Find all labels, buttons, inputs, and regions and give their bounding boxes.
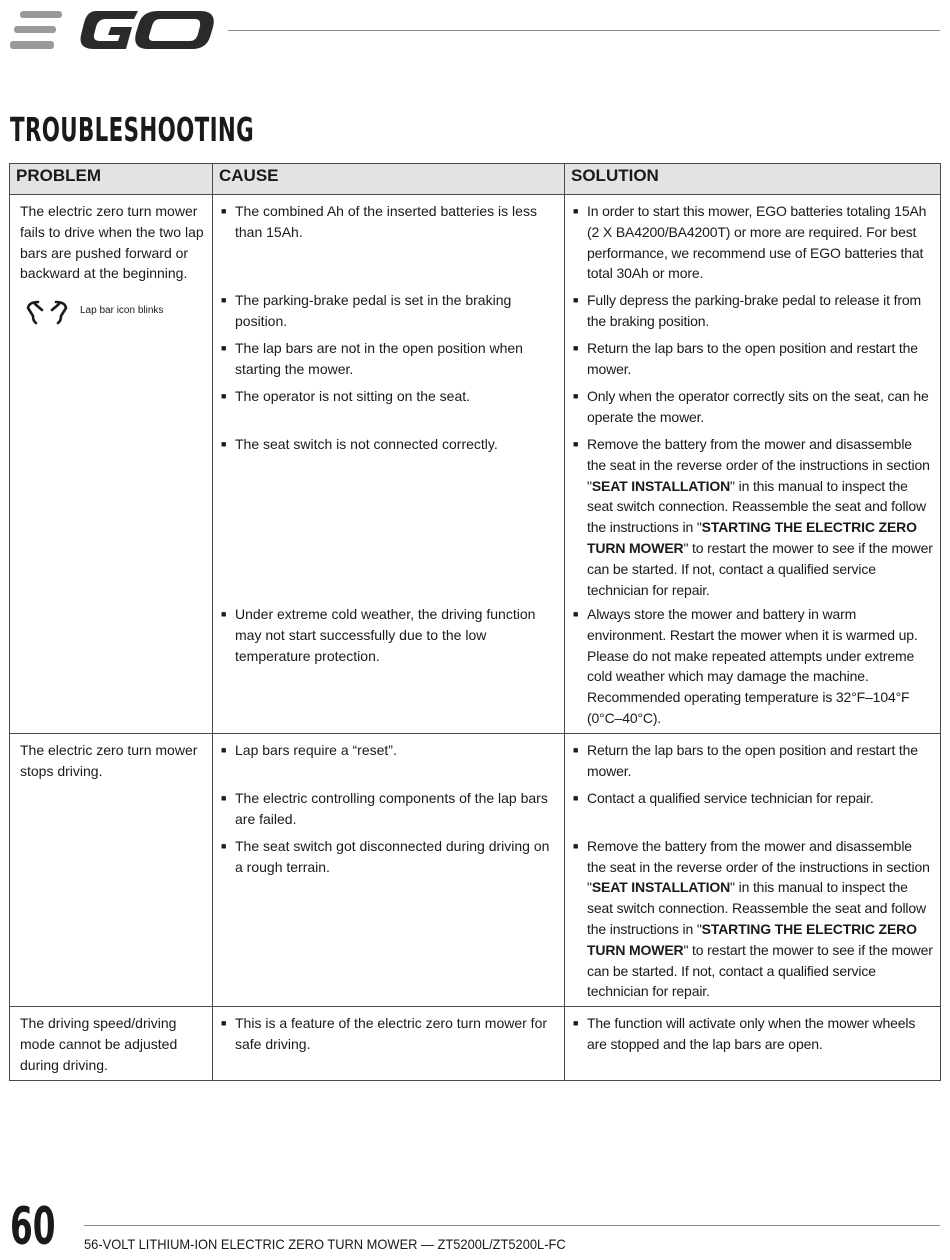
solution-item: ■ Contact a qualified service technician for repair. [573, 788, 934, 836]
solution-cell [565, 1007, 941, 1080]
header-solution: SOLUTION [565, 164, 941, 195]
solution-item: ■ Always store the mower and battery in warm environment. Restart the mower when it is warmed up. Please do not make repeated attempts under extreme cold weather which may damage the machine. Recommended operating temperature is 32°F–104°F (0°C–40°C). [573, 604, 934, 729]
solution-item: ■ Return the lap bars to the open position and restart the mower. [573, 740, 934, 788]
cause-item: ■ The operator is not sitting on the seat. [221, 386, 558, 434]
table-row [10, 733, 941, 1006]
solution-item [573, 836, 934, 1002]
cause-item: ■ This is a feature of the electric zero turn mower for safe driving. [221, 1013, 558, 1055]
cause-item: ■ The combined Ah of the inserted batteries is less than 15Ah. [221, 201, 558, 290]
cause-item: ■ The parking-brake pedal is set in the braking position. [221, 290, 558, 338]
solution-item: ■ In order to start this mower, EGO batteries totaling 15Ah (2 X BA4200/BA4200T) or more are required. For best performance, we recommend use of EGO batteries that total 30Ah or more. [573, 201, 934, 290]
cause-cell [213, 195, 565, 734]
footer-rule [84, 1225, 940, 1226]
header-cause: CAUSE [213, 164, 565, 195]
solution-item: ■ Fully depress the parking-brake pedal to release it from the braking position. [573, 290, 934, 338]
solution-item [573, 434, 934, 604]
header-problem: PROBLEM [10, 164, 213, 195]
header-rule [228, 30, 940, 31]
starting-mower-ref: STARTING THE ELECTRIC ZERO TURN MOWER [587, 519, 917, 556]
solution-item: ■ Return the lap bars to the open position and restart the mower. [573, 338, 934, 386]
solution-text: " to restart the mower to see if the mower can be started. If not, contact a qualified service technician for repair. [587, 539, 933, 598]
seat-installation-ref: SEAT INSTALLATION [591, 879, 731, 896]
solution-item: ■ Only when the operator correctly sits on the seat, can he operate the mower. [573, 386, 934, 434]
solution-text: " in this manual to inspect the seat switch connection. Reassemble the seat and follow the instructions in " [587, 477, 926, 536]
table-header-row [10, 164, 941, 195]
ego-logo [10, 8, 215, 52]
cause-cell [213, 1007, 565, 1080]
cause-item: ■ Under extreme cold weather, the driving function may not start successfully due to the low temperature protection. [221, 604, 558, 666]
troubleshooting-table [9, 163, 941, 1081]
problem-text: The electric zero turn mower fails to drive when the two lap bars are pushed forward or backward at the beginning. [20, 203, 204, 282]
problem-cell [10, 195, 213, 734]
problem-cell [10, 1007, 213, 1080]
starting-mower-ref: STARTING THE ELECTRIC ZERO TURN MOWER [587, 920, 917, 958]
lap-bar-icon [24, 296, 70, 326]
cause-item: ■ Lap bars require a “reset”. [221, 740, 558, 788]
problem-text: The electric zero turn mower stops driving. [20, 741, 198, 779]
solution-cell [565, 733, 941, 1006]
solution-text: " in this manual to inspect the seat switch connection. Reassemble the seat and follow the instructions in " [587, 879, 926, 937]
cause-cell [213, 733, 565, 1006]
cause-item: ■ The lap bars are not in the open position when starting the mower. [221, 338, 558, 386]
cause-item: ■ The electric controlling components of the lap bars are failed. [221, 788, 558, 836]
page-number: 60 [10, 1197, 56, 1257]
problem-cell [10, 733, 213, 1006]
cause-item: ■ The seat switch got disconnected during driving on a rough terrain. [221, 836, 558, 878]
seat-installation-ref: SEAT INSTALLATION [591, 477, 731, 494]
solution-text: Remove the battery from the mower and disassemble the seat in the reverse order of the instructions in section " [587, 436, 930, 494]
solution-text: " to restart the mower to see if the mower can be started. If not, contact a qualified service technician for repair. [587, 941, 933, 1000]
solution-text: Remove the battery from the mower and disassemble the seat in the reverse order of the instructions in section " [587, 837, 930, 896]
problem-text: The driving speed/driving mode cannot be adjusted during driving. [20, 1015, 178, 1073]
table-row [10, 1007, 941, 1080]
footer-product-line: 56-VOLT LITHIUM-ION ELECTRIC ZERO TURN MOWER — ZT5200L/ZT5200L-FC [84, 1236, 566, 1252]
cause-item: ■ The seat switch is not connected correctly. [221, 434, 558, 604]
solution-cell [565, 195, 941, 734]
table-row [10, 195, 941, 734]
page-title: TROUBLESHOOTING [10, 110, 255, 149]
solution-item: ■ The function will activate only when the mower wheels are stopped and the lap bars are open. [573, 1013, 934, 1055]
indicator-label: Lap bar icon blinks [80, 304, 164, 316]
lap-bar-indicator [24, 296, 206, 326]
